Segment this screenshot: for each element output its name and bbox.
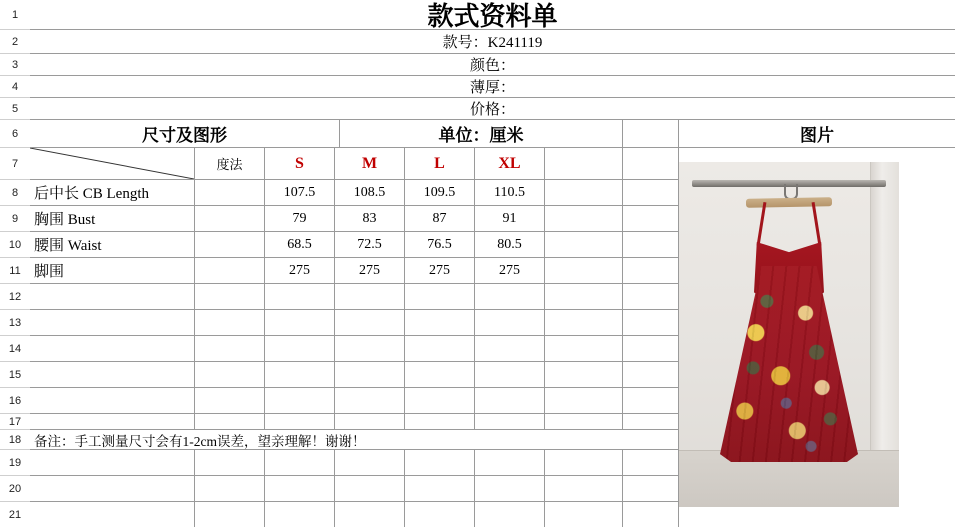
cell-method-hem[interactable] (195, 258, 265, 284)
table-blank-cell-r17-xl[interactable] (475, 414, 545, 430)
row-header-17[interactable]: 17 (0, 414, 30, 430)
cell-hem-l[interactable]: 275 (405, 258, 475, 284)
table-blank-cell-r13-xl[interactable] (475, 310, 545, 336)
header-unit: 单位：厘米 (340, 120, 623, 148)
table-blank-cell-r14-name[interactable] (30, 336, 195, 362)
row-header-4[interactable]: 4 (0, 76, 30, 98)
table-blank-cell-r12b[interactable] (623, 284, 679, 310)
table-blank-cell-r19-method[interactable] (195, 450, 265, 476)
row-header-14[interactable]: 14 (0, 336, 30, 362)
table-corner-cell (30, 148, 195, 180)
row-header-11[interactable]: 11 (0, 258, 30, 284)
column-header-s: S (265, 148, 335, 180)
document-title: 款式资料单 (30, 0, 955, 30)
table-blank-cell-r12-xl[interactable] (475, 284, 545, 310)
row-header-18[interactable]: 18 (0, 430, 30, 450)
cell-waist-xl[interactable]: 80.5 (475, 232, 545, 258)
cell-cb-length-xl[interactable]: 110.5 (475, 180, 545, 206)
row-header-8[interactable]: 8 (0, 180, 30, 206)
table-blank-cell-r14a[interactable] (545, 336, 623, 362)
cell-bust-m[interactable]: 83 (335, 206, 405, 232)
row-header-5[interactable]: 5 (0, 98, 30, 120)
table-blank-cell-r19-s[interactable] (265, 450, 335, 476)
table-blank-cell-r21-l[interactable] (405, 502, 475, 527)
table-blank-cell-r16-l[interactable] (405, 388, 475, 414)
table-blank-cell-r11b[interactable] (623, 258, 679, 284)
table-blank-cell-r16-m[interactable] (335, 388, 405, 414)
table-blank-cell-r12-name[interactable] (30, 284, 195, 310)
column-header-method: 度法 (195, 148, 265, 180)
table-blank-cell-r17b[interactable] (623, 414, 679, 430)
table-blank-cell-r9b[interactable] (623, 206, 679, 232)
table-blank-cell-r15-name[interactable] (30, 362, 195, 388)
row-label-cb-length: 后中长 CB Length (30, 180, 195, 206)
cell-method-waist[interactable] (195, 232, 265, 258)
table-blank-cell-r20-m[interactable] (335, 476, 405, 502)
table-blank-cell-r19-xl[interactable] (475, 450, 545, 476)
table-blank-cell-r16-method[interactable] (195, 388, 265, 414)
table-blank-cell-r15-xl[interactable] (475, 362, 545, 388)
table-blank-cell-r13a[interactable] (545, 310, 623, 336)
table-blank-cell-r21b[interactable] (623, 502, 679, 527)
table-blank-cell-r20-name[interactable] (30, 476, 195, 502)
table-blank-cell-r15-s[interactable] (265, 362, 335, 388)
row-header-15[interactable]: 15 (0, 362, 30, 388)
table-blank-cell-r10b[interactable] (623, 232, 679, 258)
cell-bust-l[interactable]: 87 (405, 206, 475, 232)
table-blank-cell-r15-method[interactable] (195, 362, 265, 388)
table-blank-cell-r17-s[interactable] (265, 414, 335, 430)
field-style-number[interactable]: 款号：K241119 (30, 30, 955, 54)
table-blank-cell-r8a[interactable] (545, 180, 623, 206)
field-thickness[interactable]: 薄厚： (30, 76, 955, 98)
field-price[interactable]: 价格： (30, 98, 955, 120)
table-blank-cell-r12a[interactable] (545, 284, 623, 310)
table-blank-cell-r15-m[interactable] (335, 362, 405, 388)
table-blank-cell-r16b[interactable] (623, 388, 679, 414)
row-label-hem: 脚围 (30, 258, 195, 284)
table-blank-cell-r21-method[interactable] (195, 502, 265, 527)
row-header-13[interactable]: 13 (0, 310, 30, 336)
cell-cb-length-l[interactable]: 109.5 (405, 180, 475, 206)
row-label-waist: 腰围 Waist (30, 232, 195, 258)
header-spacer (623, 120, 679, 148)
row-header-9[interactable]: 9 (0, 206, 30, 232)
table-blank-cell-r20-l[interactable] (405, 476, 475, 502)
table-blank-cell-r14-m[interactable] (335, 336, 405, 362)
table-blank-cell-r19-m[interactable] (335, 450, 405, 476)
header-picture: 图片 (679, 120, 955, 148)
row-header-19[interactable]: 19 (0, 450, 30, 476)
table-blank-cell-r21-s[interactable] (265, 502, 335, 527)
table-blank-cell-r19a[interactable] (545, 450, 623, 476)
row-header-2[interactable]: 2 (0, 30, 30, 54)
table-blank-cell-r14-method[interactable] (195, 336, 265, 362)
table-blank-cell-r13b[interactable] (623, 310, 679, 336)
table-blank-cell-r10a[interactable] (545, 232, 623, 258)
row-header-16[interactable]: 16 (0, 388, 30, 414)
table-blank-cell-r20-s[interactable] (265, 476, 335, 502)
table-blank-cell-r21-m[interactable] (335, 502, 405, 527)
table-blank-cell-r13-m[interactable] (335, 310, 405, 336)
cell-waist-s[interactable]: 68.5 (265, 232, 335, 258)
table-blank-cell-r12-s[interactable] (265, 284, 335, 310)
table-blank-cell-r16-name[interactable] (30, 388, 195, 414)
row-header-3[interactable]: 3 (0, 54, 30, 76)
cell-cb-length-m[interactable]: 108.5 (335, 180, 405, 206)
table-blank-cell-r12-method[interactable] (195, 284, 265, 310)
cell-hem-s[interactable]: 275 (265, 258, 335, 284)
table-blank-cell-r11a[interactable] (545, 258, 623, 284)
table-blank-cell-r15b[interactable] (623, 362, 679, 388)
table-blank-cell-r19-l[interactable] (405, 450, 475, 476)
product-photo[interactable] (679, 162, 899, 507)
row-header-20[interactable]: 20 (0, 476, 30, 502)
column-header-l: L (405, 148, 475, 180)
row-header-21[interactable]: 21 (0, 502, 30, 527)
table-blank-cell-r14-xl[interactable] (475, 336, 545, 362)
table-blank-cell-r7a[interactable] (545, 148, 623, 180)
sheet-grid (30, 0, 955, 527)
row-header-10[interactable]: 10 (0, 232, 30, 258)
table-blank-cell-r15a[interactable] (545, 362, 623, 388)
table-blank-cell-r13-name[interactable] (30, 310, 195, 336)
table-blank-cell-r15-l[interactable] (405, 362, 475, 388)
note-remark: 备注：手工测量尺寸会有1-2cm误差，望亲理解！谢谢！ (30, 430, 679, 450)
table-blank-cell-r17-l[interactable] (405, 414, 475, 430)
table-blank-cell-r13-s[interactable] (265, 310, 335, 336)
table-blank-cell-r20-xl[interactable] (475, 476, 545, 502)
table-blank-cell-r14-s[interactable] (265, 336, 335, 362)
table-blank-cell-r19-name[interactable] (30, 450, 195, 476)
field-color[interactable]: 颜色： (30, 54, 955, 76)
row-header-6[interactable]: 6 (0, 120, 30, 148)
row-label-bust: 胸围 Bust (30, 206, 195, 232)
cell-cb-length-s[interactable]: 107.5 (265, 180, 335, 206)
table-blank-cell-r17-m[interactable] (335, 414, 405, 430)
diagonal-divider-icon (30, 148, 194, 179)
table-blank-cell-r16-s[interactable] (265, 388, 335, 414)
table-blank-cell-r21-xl[interactable] (475, 502, 545, 527)
dress-strap-left (757, 202, 767, 246)
table-blank-cell-r14b[interactable] (623, 336, 679, 362)
table-blank-cell-r20a[interactable] (545, 476, 623, 502)
dress-strap-right (812, 202, 822, 246)
table-blank-cell-r8b[interactable] (623, 180, 679, 206)
table-blank-cell-r16-xl[interactable] (475, 388, 545, 414)
cell-waist-l[interactable]: 76.5 (405, 232, 475, 258)
table-blank-cell-r13-l[interactable] (405, 310, 475, 336)
table-blank-cell-r21-name[interactable] (30, 502, 195, 527)
cell-method-cb-length[interactable] (195, 180, 265, 206)
row-header-1[interactable]: 1 (0, 0, 30, 30)
table-blank-cell-r17a[interactable] (545, 414, 623, 430)
table-blank-cell-r19b[interactable] (623, 450, 679, 476)
column-header-m: M (335, 148, 405, 180)
table-blank-cell-r14-l[interactable] (405, 336, 475, 362)
table-blank-cell-r21a[interactable] (545, 502, 623, 527)
table-blank-cell-r16a[interactable] (545, 388, 623, 414)
cell-bust-xl[interactable]: 91 (475, 206, 545, 232)
row-header-7[interactable]: 7 (0, 148, 30, 180)
table-blank-cell-r20-method[interactable] (195, 476, 265, 502)
row-header-column (0, 0, 30, 527)
cell-method-bust[interactable] (195, 206, 265, 232)
header-measurements: 尺寸及图形 (30, 120, 340, 148)
table-blank-cell-r17-method[interactable] (195, 414, 265, 430)
table-blank-cell-r17-name[interactable] (30, 414, 195, 430)
cell-hem-xl[interactable]: 275 (475, 258, 545, 284)
cell-waist-m[interactable]: 72.5 (335, 232, 405, 258)
table-blank-cell-r12-l[interactable] (405, 284, 475, 310)
table-blank-cell-r9a[interactable] (545, 206, 623, 232)
row-header-12[interactable]: 12 (0, 284, 30, 310)
cell-bust-s[interactable]: 79 (265, 206, 335, 232)
table-blank-cell-r7b[interactable] (623, 148, 679, 180)
table-blank-cell-r12-m[interactable] (335, 284, 405, 310)
cell-hem-m[interactable]: 275 (335, 258, 405, 284)
table-blank-cell-r20b[interactable] (623, 476, 679, 502)
column-header-xl: XL (475, 148, 545, 180)
table-blank-cell-r13-method[interactable] (195, 310, 265, 336)
